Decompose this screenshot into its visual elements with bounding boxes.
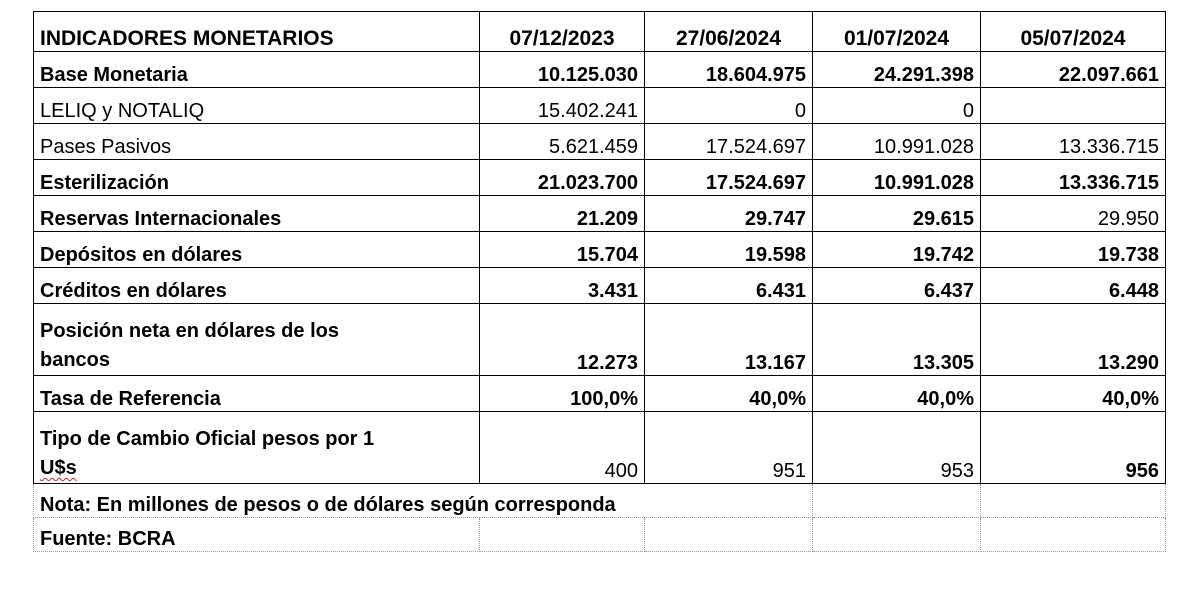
table-cell <box>981 88 1166 124</box>
table-cell: 6.437 <box>813 268 981 304</box>
table-cell: 29.615 <box>813 196 981 232</box>
table-cell: 21.209 <box>480 196 645 232</box>
row-label: Depósitos en dólares <box>34 232 480 268</box>
table-cell: 0 <box>813 88 981 124</box>
table-cell: 17.524.697 <box>645 124 813 160</box>
table-cell: 40,0% <box>981 376 1166 412</box>
table-cell: 15.402.241 <box>480 88 645 124</box>
header-date-1: 07/12/2023 <box>480 12 645 52</box>
table-cell: 29.747 <box>645 196 813 232</box>
empty-cell <box>645 518 813 552</box>
row-label-line2: U$s <box>40 457 77 479</box>
row-label: Base Monetaria <box>34 52 480 88</box>
table-cell: 13.167 <box>645 304 813 376</box>
table-cell: 953 <box>813 412 981 484</box>
table-cell: 10.125.030 <box>480 52 645 88</box>
table-cell: 19.742 <box>813 232 981 268</box>
table-source: Fuente: BCRA <box>34 518 480 552</box>
row-label-line1: Tipo de Cambio Oficial pesos por 1 <box>40 428 375 450</box>
table-note: Nota: En millones de pesos o de dólares según corresponda <box>34 484 813 518</box>
table-row <box>34 376 1166 412</box>
empty-cell <box>813 484 981 518</box>
table-cell: 10.991.028 <box>813 124 981 160</box>
table-cell: 21.023.700 <box>480 160 645 196</box>
header-row <box>34 12 1166 52</box>
row-label: Tasa de Referencia <box>34 376 480 412</box>
empty-cell <box>813 518 981 552</box>
row-label: Esterilización <box>34 160 480 196</box>
header-date-2: 27/06/2024 <box>645 12 813 52</box>
row-label: LELIQ y NOTALIQ <box>34 88 480 124</box>
source-row <box>34 518 1166 552</box>
table-cell: 956 <box>981 412 1166 484</box>
table-cell: 6.448 <box>981 268 1166 304</box>
table-cell: 40,0% <box>645 376 813 412</box>
table-row <box>34 196 1166 232</box>
table-row <box>34 412 1166 484</box>
table-cell: 13.336.715 <box>981 160 1166 196</box>
row-label <box>34 412 480 484</box>
table-row <box>34 88 1166 124</box>
table-cell: 100,0% <box>480 376 645 412</box>
table-cell: 40,0% <box>813 376 981 412</box>
table-cell: 5.621.459 <box>480 124 645 160</box>
table-row <box>34 268 1166 304</box>
table-row <box>34 304 1166 376</box>
table-cell: 24.291.398 <box>813 52 981 88</box>
table-cell: 13.290 <box>981 304 1166 376</box>
row-label-line2: bancos <box>40 349 111 371</box>
table-cell: 951 <box>645 412 813 484</box>
table-row <box>34 124 1166 160</box>
monetary-indicators-table <box>33 11 1166 552</box>
table-cell: 3.431 <box>480 268 645 304</box>
table-row <box>34 52 1166 88</box>
header-date-4: 05/07/2024 <box>981 12 1166 52</box>
empty-cell <box>981 484 1166 518</box>
row-label: Reservas Internacionales <box>34 196 480 232</box>
table-cell: 0 <box>645 88 813 124</box>
table-cell: 400 <box>480 412 645 484</box>
row-label: Pases Pasivos <box>34 124 480 160</box>
empty-cell <box>480 518 645 552</box>
table-cell: 17.524.697 <box>645 160 813 196</box>
table-row <box>34 232 1166 268</box>
table-cell: 19.738 <box>981 232 1166 268</box>
row-label <box>34 304 480 376</box>
table-cell: 13.305 <box>813 304 981 376</box>
row-label: Créditos en dólares <box>34 268 480 304</box>
table-cell: 6.431 <box>645 268 813 304</box>
table-cell: 10.991.028 <box>813 160 981 196</box>
table-cell: 29.950 <box>981 196 1166 232</box>
header-date-3: 01/07/2024 <box>813 12 981 52</box>
table-cell: 19.598 <box>645 232 813 268</box>
empty-cell <box>981 518 1166 552</box>
table-cell: 13.336.715 <box>981 124 1166 160</box>
table-cell: 22.097.661 <box>981 52 1166 88</box>
table-cell: 18.604.975 <box>645 52 813 88</box>
table-cell: 12.273 <box>480 304 645 376</box>
note-row <box>34 484 1166 518</box>
table-row <box>34 160 1166 196</box>
header-indicator: INDICADORES MONETARIOS <box>34 12 480 52</box>
row-label-line1: Posición neta en dólares de los <box>40 320 339 342</box>
table-cell: 15.704 <box>480 232 645 268</box>
